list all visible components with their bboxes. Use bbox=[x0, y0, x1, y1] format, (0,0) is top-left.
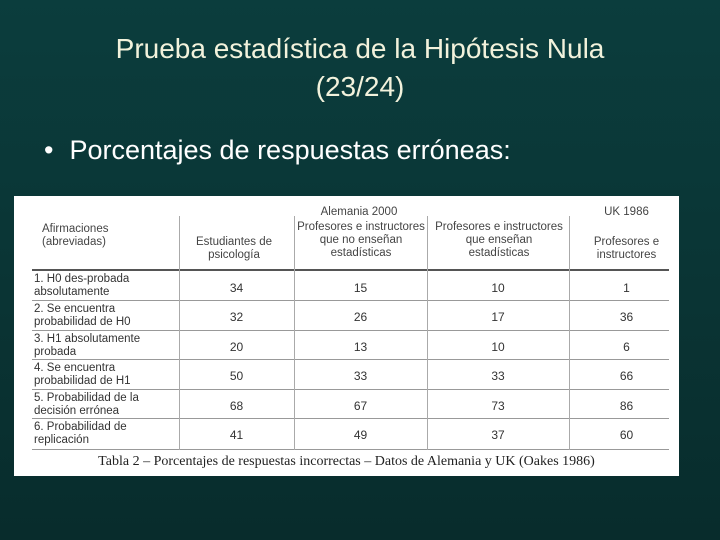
row-6-students: 41 bbox=[229, 428, 244, 442]
header-rule bbox=[32, 269, 669, 271]
row-divider bbox=[32, 449, 669, 450]
column-divider bbox=[427, 216, 428, 450]
group-header-germany: Alemania 2000 bbox=[320, 206, 398, 218]
bullet-icon: • bbox=[44, 135, 54, 165]
row-3-statement: 3. H1 absolutamente probada bbox=[34, 333, 141, 358]
row-6-uk: 60 bbox=[619, 428, 634, 442]
row-divider bbox=[32, 359, 669, 360]
slide-title bbox=[40, 30, 680, 106]
row-3-non-stats: 13 bbox=[353, 340, 368, 354]
row-4-students: 50 bbox=[229, 369, 244, 383]
column-header-uk-teachers: Profesores e instructores bbox=[593, 236, 660, 261]
column-header-statements: Afirmaciones (abreviadas) bbox=[42, 223, 109, 248]
row-5-non-stats: 67 bbox=[353, 399, 368, 413]
row-3-students: 20 bbox=[229, 340, 244, 354]
row-divider bbox=[32, 330, 669, 331]
row-divider bbox=[32, 389, 669, 390]
row-2-students: 32 bbox=[229, 310, 244, 324]
row-5-statement: 5. Probabilidad de la decisión errónea bbox=[34, 392, 139, 417]
row-2-statement: 2. Se encuentra probabilidad de H0 bbox=[34, 303, 131, 328]
column-header-non-stats-teachers: Profesores e instructores que no enseñan estadísticas bbox=[297, 221, 425, 259]
column-header-stats-teachers: Profesores e instructores que enseñan estadísticas bbox=[435, 221, 563, 259]
row-3-stats: 10 bbox=[491, 340, 505, 354]
table-caption: Tabla 2 – Porcentajes de respuestas incorrectas – Datos de Alemania y UK (Oakes 1986) bbox=[98, 454, 595, 469]
table-figure bbox=[14, 196, 679, 476]
row-1-stats: 10 bbox=[491, 281, 505, 295]
group-header-uk: UK 1986 bbox=[604, 206, 649, 218]
row-3-uk: 6 bbox=[623, 340, 630, 354]
row-1-students: 34 bbox=[229, 281, 244, 295]
row-2-stats: 17 bbox=[491, 310, 505, 324]
slide-title-line-1: Prueba estadística de la Hipótesis Nula bbox=[115, 33, 605, 64]
bullet-item bbox=[44, 133, 511, 167]
row-6-statement: 6. Probabilidad de replicación bbox=[34, 421, 127, 446]
row-4-statement: 4. Se encuentra probabilidad de H1 bbox=[34, 362, 131, 387]
column-header-students: Estudiantes de psicología bbox=[195, 236, 273, 261]
row-2-uk: 36 bbox=[619, 310, 634, 324]
row-6-non-stats: 49 bbox=[353, 428, 368, 442]
slide-title-line-2: (23/24) bbox=[315, 71, 405, 102]
row-divider bbox=[32, 300, 669, 301]
column-divider bbox=[569, 216, 570, 450]
column-divider bbox=[294, 216, 295, 450]
row-6-stats: 37 bbox=[491, 428, 505, 442]
row-1-non-stats: 15 bbox=[353, 281, 368, 295]
row-1-uk: 1 bbox=[623, 281, 630, 295]
bullet-text: Porcentajes de respuestas erróneas: bbox=[69, 135, 511, 165]
row-4-uk: 66 bbox=[619, 369, 634, 383]
row-4-stats: 33 bbox=[491, 369, 505, 383]
row-5-uk: 86 bbox=[619, 399, 634, 413]
row-5-stats: 73 bbox=[491, 399, 505, 413]
row-2-non-stats: 26 bbox=[353, 310, 368, 324]
row-4-non-stats: 33 bbox=[353, 369, 368, 383]
column-divider bbox=[179, 216, 180, 450]
row-divider bbox=[32, 418, 669, 419]
row-5-students: 68 bbox=[229, 399, 244, 413]
row-1-statement: 1. H0 des-probada absolutamente bbox=[34, 273, 130, 298]
